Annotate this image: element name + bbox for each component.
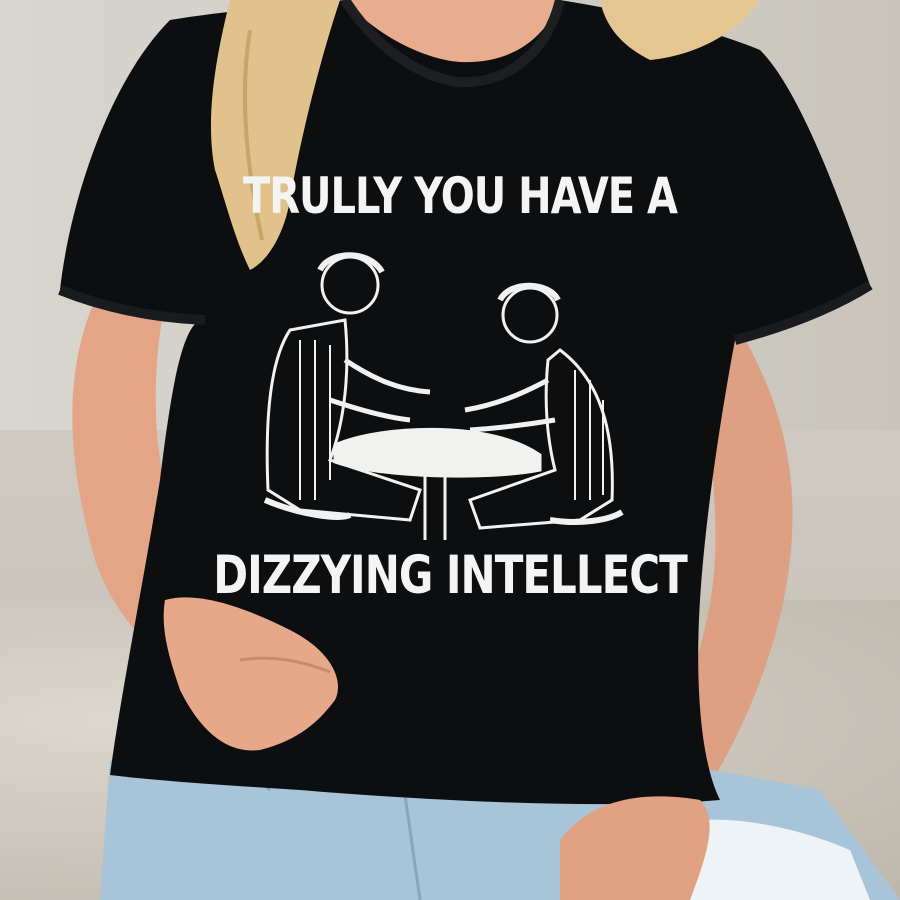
shirt-text-line-2: DIZZYING INTELLECT xyxy=(213,544,687,606)
shirt-text-line-1: TRULLY YOU HAVE A xyxy=(242,168,678,226)
